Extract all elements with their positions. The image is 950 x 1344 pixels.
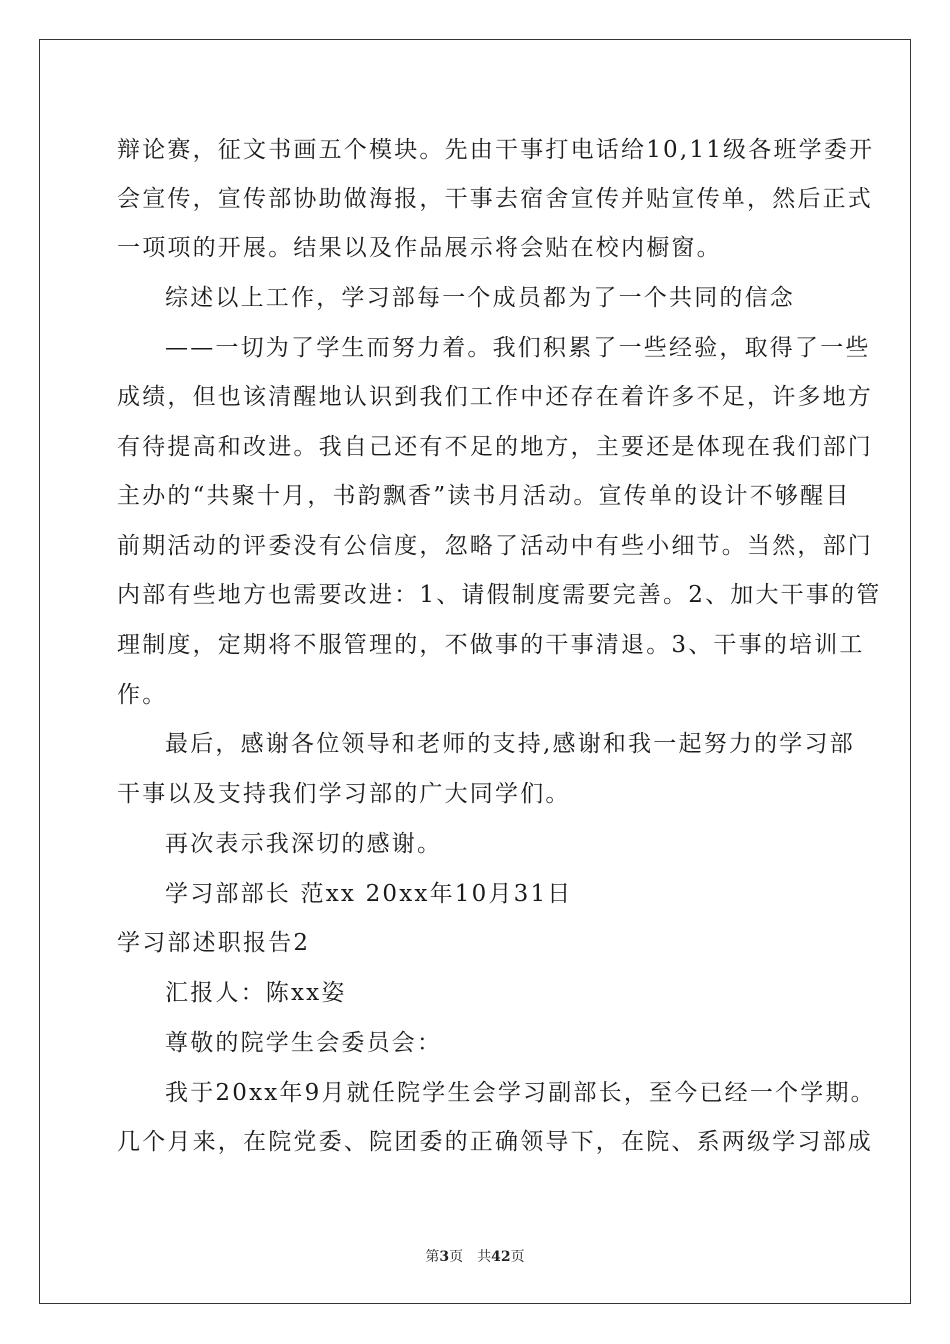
- page-border: [39, 39, 911, 1304]
- body-line: 干事以及支持我们学习部的广大同学们。: [117, 781, 571, 807]
- page-total: 42: [491, 1249, 511, 1265]
- body-line: 一项项的开展。结果以及作品展示将会贴在校内橱窗。: [117, 235, 722, 261]
- body-line: 再次表示我深切的感谢。: [165, 831, 443, 857]
- page-prefix: 第: [425, 1249, 440, 1265]
- reporter-line: 汇报人：陈xx姿: [165, 980, 347, 1006]
- section-heading: 学习部述职报告2: [117, 930, 311, 956]
- body-line: 主办的“共聚十月，书韵飘香”读书月活动。宣传单的设计不够醒目: [117, 483, 851, 509]
- page-suffix: 页: [449, 1249, 464, 1265]
- body-line: 前期活动的评委没有公信度，忽略了活动中有些小细节。当然，部门: [117, 533, 873, 559]
- body-line: 辩论赛，征文书画五个模块。先由干事打电话给10,11级各班学委开: [117, 137, 875, 163]
- body-line: 理制度，定期将不服管理的，不做事的干事清退。3、干事的培训工: [117, 632, 865, 658]
- body-line: 成绩，但也该清醒地认识到我们工作中还存在着许多不足，许多地方: [117, 384, 873, 410]
- body-line: ——一切为了学生而努力着。我们积累了一些经验，取得了一些: [165, 335, 871, 361]
- body-line: 我于20xx年9月就任院学生会学习副部长，至今已经一个学期。: [165, 1080, 876, 1106]
- page-current: 3: [439, 1249, 450, 1265]
- salutation-line: 尊敬的院学生会委员会：: [165, 1030, 443, 1056]
- body-line: 几个月来，在院党委、院团委的正确领导下，在院、系两级学习部成: [117, 1129, 873, 1155]
- total-prefix: 共: [477, 1249, 492, 1265]
- total-suffix: 页: [510, 1249, 525, 1265]
- body-line: 有待提高和改进。我自己还有不足的地方，主要还是体现在我们部门: [117, 434, 873, 460]
- body-line: 综述以上工作，学习部每一个成员都为了一个共同的信念: [165, 285, 795, 311]
- body-line: 作。: [117, 682, 168, 708]
- body-line: 内部有些地方也需要改进：1、请假制度需要完善。2、加大干事的管: [117, 582, 882, 608]
- signature-line: 学习部部长 范xx 20xx年10月31日: [165, 881, 573, 907]
- body-line: 会宣传，宣传部协助做海报，干事去宿舍宣传并贴宣传单，然后正式: [117, 186, 873, 212]
- body-line: 最后，感谢各位领导和老师的支持,感谢和我一起努力的学习部: [165, 731, 855, 757]
- page-footer: [0, 1248, 950, 1266]
